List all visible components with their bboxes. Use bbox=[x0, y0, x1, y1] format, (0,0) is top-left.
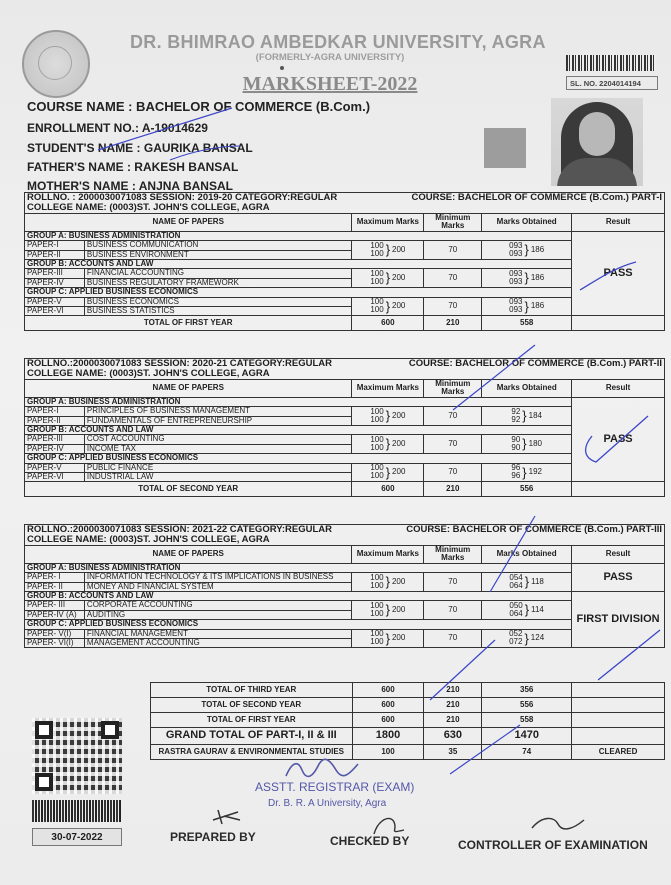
obt-marks: 093 093 } 186 bbox=[482, 297, 572, 316]
year-total-obt: 558 bbox=[482, 316, 572, 331]
max-marks: 100 100 } 200 bbox=[352, 297, 424, 316]
prepared-by-label: PREPARED BY bbox=[170, 830, 256, 844]
max-marks: 100 100 } 200 bbox=[352, 629, 424, 648]
course-name: COURSE NAME : BACHELOR OF COMMERCE (B.Com.) bbox=[27, 99, 371, 114]
grand-total-label: GRAND TOTAL OF PART-I, II & III bbox=[151, 728, 353, 745]
col-max: Maximum Marks bbox=[352, 214, 424, 232]
paper-code: PAPER-I bbox=[25, 241, 85, 250]
min-marks: 70 bbox=[424, 297, 482, 316]
col-obt: Marks Obtained bbox=[482, 380, 572, 398]
paper-name: MANAGEMENT ACCOUNTING bbox=[84, 638, 351, 647]
university-name: DR. BHIMRAO AMBEDKAR UNIVERSITY, AGRA bbox=[130, 32, 546, 52]
max-marks: 100 100 } 200 bbox=[352, 269, 424, 288]
year-total-min: 210 bbox=[424, 482, 482, 497]
summary-min: 210 bbox=[424, 698, 482, 713]
summary-label: TOTAL OF SECOND YEAR bbox=[151, 698, 353, 713]
year-total-max: 600 bbox=[352, 482, 424, 497]
max-marks: 100 100 } 200 bbox=[352, 573, 424, 592]
paper-code: PAPER-II bbox=[25, 250, 85, 259]
col-papers: NAME OF PAPERS bbox=[25, 380, 352, 398]
rastra-obt: 74 bbox=[482, 745, 572, 760]
roll-info: ROLLNO.:2000030071083 SESSION: 2020-21 CATEGORY:REGULAR COURSE: BACHELOR OF COMMERCE (B.Com.) PART-II COLLEGE NAME: (0003)ST. JOHN'S COLLEGE, AGRA bbox=[25, 359, 665, 380]
grand-total-max: 1800 bbox=[352, 728, 424, 745]
min-marks: 70 bbox=[424, 573, 482, 592]
summary-label: TOTAL OF THIRD YEAR bbox=[151, 683, 353, 698]
grand-total-min: 630 bbox=[424, 728, 482, 745]
year-total-obt: 556 bbox=[482, 482, 572, 497]
col-max: Maximum Marks bbox=[352, 546, 424, 564]
paper-code: PAPER- V(I) bbox=[25, 629, 85, 638]
paper-name: FUNDAMENTALS OF ENTREPRENEURSHIP bbox=[84, 416, 352, 425]
summary-label: TOTAL OF FIRST YEAR bbox=[151, 713, 353, 728]
paper-name: PRINCIPLES OF BUSINESS MANAGEMENT bbox=[84, 407, 352, 416]
summary-max: 600 bbox=[352, 713, 424, 728]
third-year-table bbox=[24, 524, 665, 648]
paper-name: INCOME TAX bbox=[84, 444, 352, 453]
obt-marks: 052 072 } 124 bbox=[482, 629, 572, 648]
student-photo bbox=[551, 98, 643, 186]
second-year-table bbox=[24, 358, 665, 497]
paper-name: AUDITING bbox=[84, 610, 351, 619]
obt-marks: 90 90 } 180 bbox=[482, 435, 572, 454]
roll-info: ROLLNO. : 2000030071083 SESSION: 2019-20 CATEGORY:REGULAR COURSE: BACHELOR OF COMMERCE (B.Com.) PART-I COLLEGE NAME: (0003)ST. JOHN'S COLLEGE, AGRA bbox=[25, 193, 665, 214]
col-min: Minimum Marks bbox=[424, 214, 482, 232]
group-name: GROUP B: ACCOUNTS AND LAW bbox=[25, 591, 572, 600]
paper-name: BUSINESS ENVIRONMENT bbox=[84, 250, 351, 259]
division-cell: FIRST DIVISION bbox=[572, 591, 665, 647]
col-obt: Marks Obtained bbox=[482, 546, 572, 564]
paper-code: PAPER-VI bbox=[25, 472, 85, 481]
min-marks: 70 bbox=[424, 269, 482, 288]
paper-name: FINANCIAL ACCOUNTING bbox=[84, 269, 351, 278]
summary-max: 600 bbox=[352, 683, 424, 698]
university-seal-icon bbox=[22, 30, 90, 98]
group-name: GROUP A: BUSINESS ADMINISTRATION bbox=[25, 397, 572, 406]
mother-name: MOTHER'S NAME : ANJNA BANSAL bbox=[27, 179, 233, 193]
col-result: Result bbox=[572, 214, 665, 232]
group-name: GROUP A: BUSINESS ADMINISTRATION bbox=[25, 563, 572, 572]
max-marks: 100 100 } 200 bbox=[352, 463, 424, 482]
group-name: GROUP B: ACCOUNTS AND LAW bbox=[25, 425, 572, 434]
rastra-max: 100 bbox=[352, 745, 424, 760]
col-papers: NAME OF PAPERS bbox=[25, 546, 352, 564]
summary-max: 600 bbox=[352, 698, 424, 713]
paper-name: BUSINESS REGULATORY FRAMEWORK bbox=[84, 278, 351, 287]
summary-table bbox=[150, 682, 665, 760]
col-min: Minimum Marks bbox=[424, 546, 482, 564]
qr-code-icon bbox=[32, 718, 122, 794]
paper-code: PAPER-I bbox=[25, 407, 85, 416]
col-obt: Marks Obtained bbox=[482, 214, 572, 232]
group-name: GROUP C: APPLIED BUSINESS ECONOMICS bbox=[25, 454, 572, 463]
max-marks: 100 100 } 200 bbox=[352, 435, 424, 454]
group-name: GROUP C: APPLIED BUSINESS ECONOMICS bbox=[25, 620, 572, 629]
year-total-label: TOTAL OF FIRST YEAR bbox=[25, 316, 352, 331]
paper-code: PAPER- VI(I) bbox=[25, 638, 85, 647]
controller-label: CONTROLLER OF EXAMINATION bbox=[458, 838, 648, 852]
year-total-max: 600 bbox=[352, 316, 424, 331]
group-name: GROUP C: APPLIED BUSINESS ECONOMICS bbox=[25, 288, 572, 297]
rastra-min: 35 bbox=[424, 745, 482, 760]
summary-min: 210 bbox=[424, 713, 482, 728]
obt-marks: 054 064 } 118 bbox=[482, 573, 572, 592]
page-title: MARKSHEET-2022 bbox=[242, 73, 418, 95]
paper-code: PAPER-II bbox=[25, 416, 85, 425]
max-marks: 100 100 } 200 bbox=[352, 241, 424, 260]
paper-name: COST ACCOUNTING bbox=[84, 435, 352, 444]
checked-by-label: CHECKED BY bbox=[330, 834, 410, 848]
barcode-icon bbox=[32, 800, 122, 822]
year-total-label: TOTAL OF SECOND YEAR bbox=[25, 482, 352, 497]
paper-name: INDUSTRIAL LAW bbox=[84, 472, 352, 481]
paper-code: PAPER-IV (A) bbox=[25, 610, 85, 619]
paper-code: PAPER-IV bbox=[25, 278, 85, 287]
registrar-stamp: ASSTT. REGISTRAR (EXAM) bbox=[255, 780, 415, 794]
registrar-org: Dr. B. R. A University, Agra bbox=[268, 798, 387, 809]
enrollment-number: ENROLLMENT NO.: A-19014629 bbox=[27, 121, 208, 135]
paper-name: BUSINESS STATISTICS bbox=[84, 306, 351, 315]
col-min: Minimum Marks bbox=[424, 380, 482, 398]
min-marks: 70 bbox=[424, 241, 482, 260]
summary-obt: 558 bbox=[482, 713, 572, 728]
paper-code: PAPER-IV bbox=[25, 444, 85, 453]
hologram-icon bbox=[484, 128, 526, 168]
obt-marks: 093 093 } 186 bbox=[482, 269, 572, 288]
col-result: Result bbox=[572, 380, 665, 398]
min-marks: 70 bbox=[424, 435, 482, 454]
min-marks: 70 bbox=[424, 629, 482, 648]
rastra-label: RASTRA GAURAV & ENVIRONMENTAL STUDIES bbox=[151, 745, 353, 760]
issue-date: 30-07-2022 bbox=[32, 828, 122, 846]
paper-name: FINANCIAL MANAGEMENT bbox=[84, 629, 351, 638]
obt-marks: 093 093 } 186 bbox=[482, 241, 572, 260]
group-name: GROUP B: ACCOUNTS AND LAW bbox=[25, 259, 572, 268]
group-name: GROUP A: BUSINESS ADMINISTRATION bbox=[25, 231, 572, 240]
result-cell: PASS bbox=[572, 563, 665, 591]
rastra-result: CLEARED bbox=[572, 745, 665, 760]
paper-name: PUBLIC FINANCE bbox=[84, 463, 352, 472]
paper-name: BUSINESS COMMUNICATION bbox=[84, 241, 351, 250]
first-year-table bbox=[24, 192, 665, 331]
paper-code: PAPER- III bbox=[25, 601, 85, 610]
roll-info: ROLLNO.:2000030071083 SESSION: 2021-22 CATEGORY:REGULAR COURSE: BACHELOR OF COMMERCE (B.Com.) PART-III COLLEGE NAME: (0003)ST. JOHN'S COLLEGE, AGRA bbox=[25, 525, 665, 546]
col-result: Result bbox=[572, 546, 665, 564]
min-marks: 70 bbox=[424, 407, 482, 426]
controller-signature-icon bbox=[528, 812, 588, 836]
paper-code: PAPER- II bbox=[25, 582, 85, 591]
min-marks: 70 bbox=[424, 463, 482, 482]
registrar-signature-icon bbox=[282, 756, 362, 782]
summary-obt: 356 bbox=[482, 683, 572, 698]
paper-name: BUSINESS ECONOMICS bbox=[84, 297, 351, 306]
summary-obt: 556 bbox=[482, 698, 572, 713]
serial-barcode-icon bbox=[566, 55, 656, 71]
father-name: FATHER'S NAME : RAKESH BANSAL bbox=[27, 160, 239, 174]
preparer-signature-icon bbox=[210, 806, 244, 826]
obt-marks: 96 96 } 192 bbox=[482, 463, 572, 482]
formerly-name: (FORMERLY-AGRA UNIVERSITY) bbox=[255, 52, 405, 63]
paper-code: PAPER-V bbox=[25, 463, 85, 472]
max-marks: 100 100 } 200 bbox=[352, 601, 424, 620]
result-cell: PASS bbox=[572, 231, 665, 316]
summary-min: 210 bbox=[424, 683, 482, 698]
paper-name: CORPORATE ACCOUNTING bbox=[84, 601, 351, 610]
col-papers: NAME OF PAPERS bbox=[25, 214, 352, 232]
paper-code: PAPER-III bbox=[25, 435, 85, 444]
paper-code: PAPER-VI bbox=[25, 306, 85, 315]
dot-icon bbox=[280, 66, 284, 70]
col-max: Maximum Marks bbox=[352, 380, 424, 398]
paper-code: PAPER-V bbox=[25, 297, 85, 306]
serial-number: SL. NO. 2204014194 bbox=[566, 76, 658, 90]
paper-code: PAPER-III bbox=[25, 269, 85, 278]
paper-name: MONEY AND FINANCIAL SYSTEM bbox=[84, 582, 351, 591]
paper-code: PAPER- I bbox=[25, 573, 85, 582]
result-cell: PASS bbox=[572, 397, 665, 482]
obt-marks: 92 92 } 184 bbox=[482, 407, 572, 426]
max-marks: 100 100 } 200 bbox=[352, 407, 424, 426]
grand-total-obt: 1470 bbox=[482, 728, 572, 745]
student-name: STUDENT'S NAME : GAURIKA BANSAL bbox=[27, 141, 253, 155]
min-marks: 70 bbox=[424, 601, 482, 620]
year-total-min: 210 bbox=[424, 316, 482, 331]
paper-name: INFORMATION TECHNOLOGY & ITS IMPLICATIONS IN BUSINESS bbox=[84, 573, 351, 582]
obt-marks: 050 064 } 114 bbox=[482, 601, 572, 620]
